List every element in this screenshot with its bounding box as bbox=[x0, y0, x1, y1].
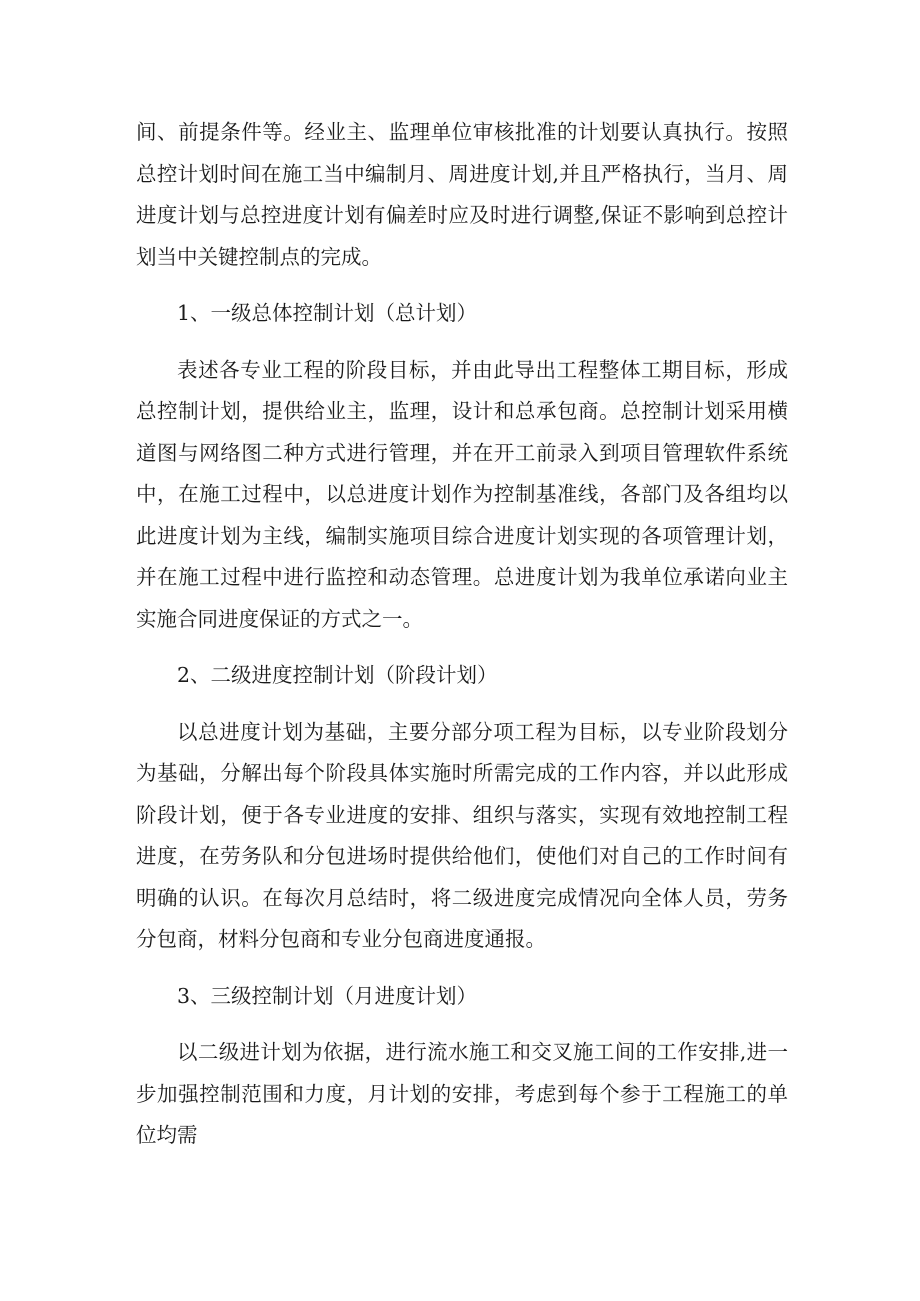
paragraph-section-1: 表述各专业工程的阶段目标，并由此导出工程整体工期目标，形成总控制计划，提供给业主，监理，设计和总承包商。总控制计划采用横道图与网络图二种方式进行管理，并在开工前录入到项目管理软件系统中，在施工过程中，以总进度计划作为控制基准线，各部门及各组均以此进度计划为主线，编制实施项目综合进度计划实现的各项管理计划，并在施工过程中进行监控和动态管理。总进度计划为我单位承诺向业主实施合同进度保证的方式之一。 bbox=[136, 357, 788, 631]
section-heading-1: 1、一级总体控制计划（总计划） bbox=[177, 301, 478, 325]
paragraph-section-3: 以二级进计划为依据，进行流水施工和交叉施工间的工作安排,进一步加强控制范围和力度，月计划的安排，考虑到每个参于工程施工的单位均需 bbox=[136, 1040, 788, 1147]
section-heading-2: 2、二级进度控制计划（阶段计划） bbox=[177, 663, 498, 687]
paragraph-section-2: 以总进度计划为基础，主要分部分项工程为目标，以专业阶段划分为基础，分解出每个阶段具体实施时所需完成的工作内容，并以此形成阶段计划，便于各专业进度的安排、组织与落实，实现有效地控制工程进度，在劳务队和分包进场时提供给他们，使他们对自己的工作时间有明确的认识。在每次月总结时，将二级进度完成情况向全体人员，劳务分包商，材料分包商和专业分包商进度通报。 bbox=[136, 719, 788, 951]
section-heading-3: 3、三级控制计划（月进度计划） bbox=[177, 983, 478, 1008]
paragraph-continuation: 间、前提条件等。经业主、监理单位审核批准的计划要认真执行。按照总控计划时间在施工当中编制月、周进度计划,并且严格执行，当月、周进度计划与总控进度计划有偏差时应及时进行调整,保证不影响到总控计划当中关键控制点的完成。 bbox=[136, 120, 788, 269]
document-body bbox=[136, 112, 788, 1172]
